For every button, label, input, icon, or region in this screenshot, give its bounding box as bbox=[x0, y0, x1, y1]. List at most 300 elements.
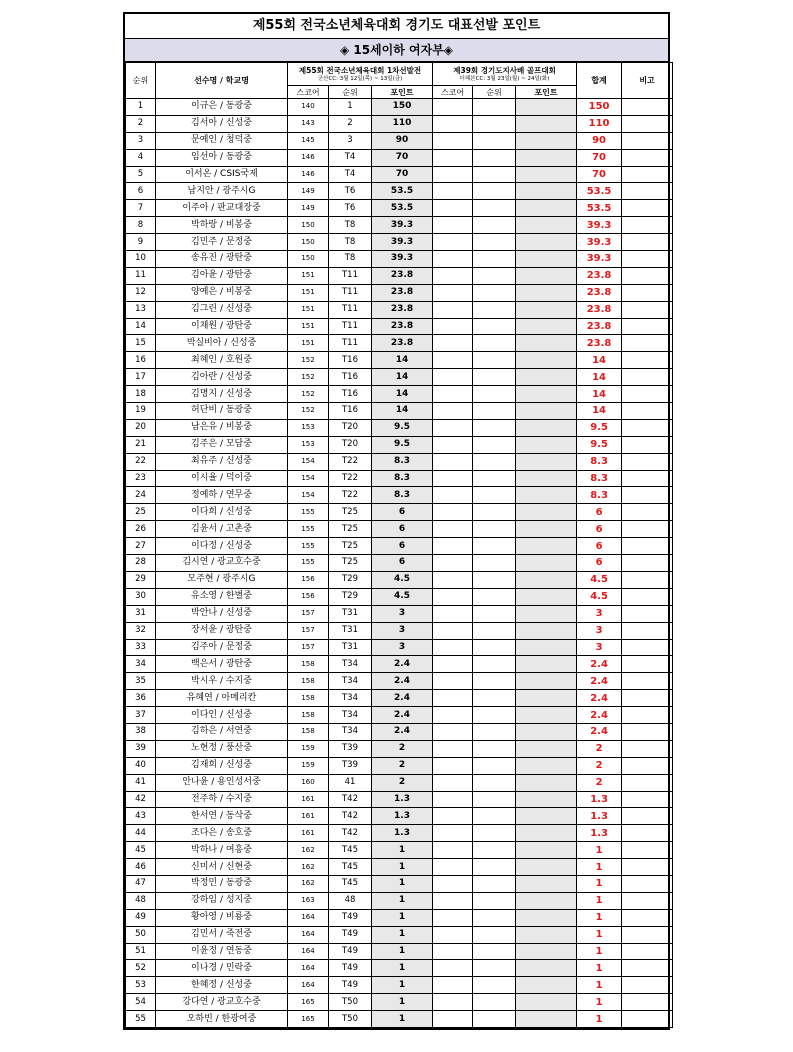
name-cell: 박하랑 / 비봉중 bbox=[156, 217, 288, 234]
table-row bbox=[126, 656, 673, 673]
event2-score-cell bbox=[433, 656, 473, 673]
rank-cell: 10 bbox=[126, 251, 156, 268]
rank-cell: 1 bbox=[126, 99, 156, 116]
table-row bbox=[126, 707, 673, 724]
total-cell: 6 bbox=[577, 521, 622, 538]
event2-points-cell bbox=[516, 352, 577, 369]
event2-position-cell bbox=[473, 284, 516, 301]
name-cell: 김재희 / 신성중 bbox=[156, 757, 288, 774]
event2-position-cell bbox=[473, 132, 516, 149]
table-row bbox=[126, 808, 673, 825]
score-cell: 158 bbox=[288, 656, 329, 673]
event2-points-cell bbox=[516, 909, 577, 926]
event2-points-cell bbox=[516, 234, 577, 251]
score-cell: 155 bbox=[288, 504, 329, 521]
event2-score-cell bbox=[433, 960, 473, 977]
total-cell: 9.5 bbox=[577, 436, 622, 453]
rank-cell: 25 bbox=[126, 504, 156, 521]
event2-points-cell bbox=[516, 453, 577, 470]
total-cell: 1.3 bbox=[577, 791, 622, 808]
rank-cell: 29 bbox=[126, 571, 156, 588]
table-row bbox=[126, 99, 673, 116]
name-cell: 한혜정 / 신성중 bbox=[156, 977, 288, 994]
score-cell: 155 bbox=[288, 538, 329, 555]
event2-points-cell bbox=[516, 132, 577, 149]
event2-points-cell bbox=[516, 757, 577, 774]
score-cell: 160 bbox=[288, 774, 329, 791]
name-cell: 안나윤 / 용인성서중 bbox=[156, 774, 288, 791]
event1-title: 제55회 전국소년체육대회 1차선발전 bbox=[298, 65, 422, 75]
table-row bbox=[126, 115, 673, 132]
position-cell: T45 bbox=[329, 842, 372, 859]
event2-score-cell bbox=[433, 673, 473, 690]
total-cell: 1.3 bbox=[577, 825, 622, 842]
points-cell: 1 bbox=[372, 943, 433, 960]
total-cell: 2.4 bbox=[577, 656, 622, 673]
rank-cell: 36 bbox=[126, 690, 156, 707]
name-cell: 김그린 / 신성중 bbox=[156, 301, 288, 318]
event2-score-cell bbox=[433, 639, 473, 656]
points-cell: 9.5 bbox=[372, 436, 433, 453]
name-cell: 이다정 / 신성중 bbox=[156, 538, 288, 555]
event2-position-cell bbox=[473, 994, 516, 1011]
rank-cell: 15 bbox=[126, 335, 156, 352]
table-row bbox=[126, 859, 673, 876]
points-cell: 70 bbox=[372, 149, 433, 166]
position-cell: T22 bbox=[329, 453, 372, 470]
total-cell: 23.8 bbox=[577, 267, 622, 284]
rank-cell: 8 bbox=[126, 217, 156, 234]
position-cell: T42 bbox=[329, 791, 372, 808]
total-cell: 1.3 bbox=[577, 808, 622, 825]
score-cell: 165 bbox=[288, 1011, 329, 1028]
position-cell: T39 bbox=[329, 740, 372, 757]
score-cell: 163 bbox=[288, 892, 329, 909]
table-row bbox=[126, 605, 673, 622]
position-cell: T20 bbox=[329, 419, 372, 436]
event2-points-cell bbox=[516, 267, 577, 284]
score-cell: 156 bbox=[288, 588, 329, 605]
points-cell: 1 bbox=[372, 994, 433, 1011]
points-cell: 39.3 bbox=[372, 234, 433, 251]
position-cell: T6 bbox=[329, 183, 372, 200]
name-cell: 송유진 / 광탄중 bbox=[156, 251, 288, 268]
position-cell: 41 bbox=[329, 774, 372, 791]
table-row bbox=[126, 639, 673, 656]
points-cell: 1.3 bbox=[372, 791, 433, 808]
event2-score-cell bbox=[433, 1011, 473, 1028]
event2-position-cell bbox=[473, 859, 516, 876]
table-row bbox=[126, 183, 673, 200]
event2-score-cell bbox=[433, 943, 473, 960]
event2-position-cell bbox=[473, 842, 516, 859]
event2-position-cell bbox=[473, 656, 516, 673]
rank-cell: 34 bbox=[126, 656, 156, 673]
points-cell: 8.3 bbox=[372, 487, 433, 504]
table-row bbox=[126, 555, 673, 572]
rank-cell: 12 bbox=[126, 284, 156, 301]
total-cell: 2.4 bbox=[577, 723, 622, 740]
note-cell bbox=[622, 436, 673, 453]
table-row bbox=[126, 419, 673, 436]
total-cell: 23.8 bbox=[577, 284, 622, 301]
table-row bbox=[126, 588, 673, 605]
position-cell: T11 bbox=[329, 318, 372, 335]
note-cell bbox=[622, 99, 673, 116]
table-row bbox=[126, 673, 673, 690]
score-cell: 146 bbox=[288, 166, 329, 183]
event2-score-cell bbox=[433, 859, 473, 876]
points-cell: 2.4 bbox=[372, 707, 433, 724]
event2-points-cell bbox=[516, 859, 577, 876]
table-row bbox=[126, 960, 673, 977]
event2-points-cell bbox=[516, 723, 577, 740]
score-cell: 140 bbox=[288, 99, 329, 116]
score-cell: 158 bbox=[288, 707, 329, 724]
name-cell: 강다연 / 광교호수중 bbox=[156, 994, 288, 1011]
event2-points-cell bbox=[516, 318, 577, 335]
total-cell: 8.3 bbox=[577, 487, 622, 504]
total-cell: 1 bbox=[577, 909, 622, 926]
score-cell: 154 bbox=[288, 453, 329, 470]
position-cell: T20 bbox=[329, 436, 372, 453]
note-cell bbox=[622, 267, 673, 284]
position-cell: T29 bbox=[329, 588, 372, 605]
note-cell bbox=[622, 403, 673, 420]
score-cell: 152 bbox=[288, 386, 329, 403]
note-cell bbox=[622, 301, 673, 318]
name-cell: 강하임 / 성지중 bbox=[156, 892, 288, 909]
note-cell bbox=[622, 690, 673, 707]
event2-points-cell bbox=[516, 470, 577, 487]
event2-score-cell bbox=[433, 284, 473, 301]
name-cell: 김민서 / 죽전중 bbox=[156, 926, 288, 943]
position-cell: T50 bbox=[329, 1011, 372, 1028]
event2-position-cell bbox=[473, 673, 516, 690]
position-cell: 3 bbox=[329, 132, 372, 149]
position-cell: T4 bbox=[329, 149, 372, 166]
rank-cell: 52 bbox=[126, 960, 156, 977]
event2-points-cell bbox=[516, 419, 577, 436]
name-cell: 김아란 / 신성중 bbox=[156, 369, 288, 386]
event2-position-cell bbox=[473, 943, 516, 960]
table-body bbox=[126, 99, 673, 1028]
table-row bbox=[126, 892, 673, 909]
total-cell: 90 bbox=[577, 132, 622, 149]
event2-position-cell bbox=[473, 757, 516, 774]
points-cell: 8.3 bbox=[372, 470, 433, 487]
points-cell: 1 bbox=[372, 842, 433, 859]
note-cell bbox=[622, 571, 673, 588]
name-cell: 김아윤 / 광탄중 bbox=[156, 267, 288, 284]
name-cell: 유혜연 / 아메리칸 bbox=[156, 690, 288, 707]
event2-position-cell bbox=[473, 352, 516, 369]
header-points-1: 포인트 bbox=[372, 86, 433, 99]
event2-points-cell bbox=[516, 639, 577, 656]
points-cell: 14 bbox=[372, 403, 433, 420]
total-cell: 23.8 bbox=[577, 335, 622, 352]
rank-cell: 3 bbox=[126, 132, 156, 149]
position-cell: T22 bbox=[329, 470, 372, 487]
name-cell: 박시우 / 수지중 bbox=[156, 673, 288, 690]
rank-cell: 20 bbox=[126, 419, 156, 436]
note-cell bbox=[622, 960, 673, 977]
rank-cell: 45 bbox=[126, 842, 156, 859]
rank-cell: 28 bbox=[126, 555, 156, 572]
name-cell: 허단비 / 동광중 bbox=[156, 403, 288, 420]
name-cell: 이나경 / 민락중 bbox=[156, 960, 288, 977]
total-cell: 1 bbox=[577, 943, 622, 960]
score-cell: 161 bbox=[288, 825, 329, 842]
event2-score-cell bbox=[433, 977, 473, 994]
rank-cell: 6 bbox=[126, 183, 156, 200]
name-cell: 정예하 / 연무중 bbox=[156, 487, 288, 504]
event2-score-cell bbox=[433, 690, 473, 707]
table-row bbox=[126, 622, 673, 639]
points-cell: 2.4 bbox=[372, 673, 433, 690]
total-cell: 23.8 bbox=[577, 318, 622, 335]
points-cell: 1.3 bbox=[372, 825, 433, 842]
points-cell: 39.3 bbox=[372, 251, 433, 268]
score-cell: 156 bbox=[288, 571, 329, 588]
event2-score-cell bbox=[433, 774, 473, 791]
name-cell: 유소영 / 한별중 bbox=[156, 588, 288, 605]
rank-cell: 23 bbox=[126, 470, 156, 487]
score-cell: 151 bbox=[288, 284, 329, 301]
note-cell bbox=[622, 234, 673, 251]
event2-points-cell bbox=[516, 335, 577, 352]
event2-points-cell bbox=[516, 487, 577, 504]
event2-points-cell bbox=[516, 571, 577, 588]
event2-position-cell bbox=[473, 588, 516, 605]
name-cell: 백은서 / 광탄중 bbox=[156, 656, 288, 673]
event2-score-cell bbox=[433, 369, 473, 386]
points-cell: 70 bbox=[372, 166, 433, 183]
event2-score-cell bbox=[433, 875, 473, 892]
position-cell: T42 bbox=[329, 808, 372, 825]
points-cell: 14 bbox=[372, 386, 433, 403]
event2-position-cell bbox=[473, 977, 516, 994]
note-cell bbox=[622, 875, 673, 892]
event2-score-cell bbox=[433, 622, 473, 639]
total-cell: 14 bbox=[577, 386, 622, 403]
event2-position-cell bbox=[473, 960, 516, 977]
total-cell: 39.3 bbox=[577, 251, 622, 268]
position-cell: T49 bbox=[329, 926, 372, 943]
position-cell: T16 bbox=[329, 352, 372, 369]
total-cell: 70 bbox=[577, 166, 622, 183]
event2-score-cell bbox=[433, 808, 473, 825]
event2-points-cell bbox=[516, 892, 577, 909]
score-cell: 150 bbox=[288, 217, 329, 234]
position-cell: T31 bbox=[329, 605, 372, 622]
event2-title: 제39회 경기도지사배 골프대회 bbox=[453, 65, 556, 75]
score-cell: 157 bbox=[288, 622, 329, 639]
event2-points-cell bbox=[516, 504, 577, 521]
table-row bbox=[126, 267, 673, 284]
event2-score-cell bbox=[433, 588, 473, 605]
name-cell: 최혜인 / 호원중 bbox=[156, 352, 288, 369]
total-cell: 150 bbox=[577, 99, 622, 116]
event2-position-cell bbox=[473, 369, 516, 386]
name-cell: 박안나 / 신성중 bbox=[156, 605, 288, 622]
total-cell: 14 bbox=[577, 403, 622, 420]
name-cell: 박실비아 / 신성중 bbox=[156, 335, 288, 352]
event2-position-cell bbox=[473, 267, 516, 284]
points-cell: 53.5 bbox=[372, 183, 433, 200]
table-row bbox=[126, 909, 673, 926]
points-cell: 14 bbox=[372, 369, 433, 386]
event2-points-cell bbox=[516, 555, 577, 572]
position-cell: T49 bbox=[329, 943, 372, 960]
points-cell: 2 bbox=[372, 740, 433, 757]
event2-position-cell bbox=[473, 200, 516, 217]
position-cell: T42 bbox=[329, 825, 372, 842]
points-cell: 23.8 bbox=[372, 335, 433, 352]
points-cell: 8.3 bbox=[372, 453, 433, 470]
sheet-subtitle: ◈ 15세이하 여자부◈ bbox=[125, 39, 668, 62]
position-cell: T25 bbox=[329, 521, 372, 538]
event2-score-cell bbox=[433, 453, 473, 470]
points-cell: 39.3 bbox=[372, 217, 433, 234]
total-cell: 1 bbox=[577, 842, 622, 859]
score-cell: 162 bbox=[288, 842, 329, 859]
rank-cell: 38 bbox=[126, 723, 156, 740]
name-cell: 한서연 / 동삭중 bbox=[156, 808, 288, 825]
event2-points-cell bbox=[516, 825, 577, 842]
note-cell bbox=[622, 386, 673, 403]
note-cell bbox=[622, 217, 673, 234]
points-cell: 53.5 bbox=[372, 200, 433, 217]
event2-score-cell bbox=[433, 538, 473, 555]
total-cell: 8.3 bbox=[577, 453, 622, 470]
note-cell bbox=[622, 487, 673, 504]
table-row bbox=[126, 538, 673, 555]
points-cell: 1 bbox=[372, 926, 433, 943]
name-cell: 장서윤 / 광탄중 bbox=[156, 622, 288, 639]
event2-points-cell bbox=[516, 403, 577, 420]
event2-points-cell bbox=[516, 166, 577, 183]
event2-position-cell bbox=[473, 453, 516, 470]
position-cell: T29 bbox=[329, 571, 372, 588]
event2-points-cell bbox=[516, 301, 577, 318]
score-cell: 152 bbox=[288, 403, 329, 420]
table-row bbox=[126, 875, 673, 892]
event2-score-cell bbox=[433, 132, 473, 149]
event2-points-cell bbox=[516, 842, 577, 859]
name-cell: 박정민 / 동광중 bbox=[156, 875, 288, 892]
event2-points-cell bbox=[516, 386, 577, 403]
rank-cell: 49 bbox=[126, 909, 156, 926]
name-cell: 문예인 / 청덕중 bbox=[156, 132, 288, 149]
position-cell: 2 bbox=[329, 115, 372, 132]
rank-cell: 26 bbox=[126, 521, 156, 538]
rank-cell: 35 bbox=[126, 673, 156, 690]
score-cell: 149 bbox=[288, 183, 329, 200]
position-cell: T16 bbox=[329, 403, 372, 420]
event2-points-cell bbox=[516, 605, 577, 622]
name-cell: 김하은 / 서연중 bbox=[156, 723, 288, 740]
points-cell: 23.8 bbox=[372, 267, 433, 284]
total-cell: 53.5 bbox=[577, 200, 622, 217]
table-row bbox=[126, 791, 673, 808]
note-cell bbox=[622, 470, 673, 487]
table-row bbox=[126, 690, 673, 707]
note-cell bbox=[622, 909, 673, 926]
position-cell: T31 bbox=[329, 639, 372, 656]
position-cell: T50 bbox=[329, 994, 372, 1011]
note-cell bbox=[622, 774, 673, 791]
total-cell: 6 bbox=[577, 555, 622, 572]
table-row bbox=[126, 149, 673, 166]
event2-score-cell bbox=[433, 555, 473, 572]
event2-position-cell bbox=[473, 909, 516, 926]
score-cell: 162 bbox=[288, 859, 329, 876]
event2-points-cell bbox=[516, 943, 577, 960]
total-cell: 53.5 bbox=[577, 183, 622, 200]
name-cell: 이다인 / 신성중 bbox=[156, 707, 288, 724]
event2-position-cell bbox=[473, 470, 516, 487]
event2-points-cell bbox=[516, 588, 577, 605]
event2-points-cell bbox=[516, 926, 577, 943]
event2-score-cell bbox=[433, 740, 473, 757]
name-cell: 이시율 / 덕이중 bbox=[156, 470, 288, 487]
score-cell: 152 bbox=[288, 369, 329, 386]
score-cell: 155 bbox=[288, 521, 329, 538]
score-cell: 159 bbox=[288, 740, 329, 757]
event2-position-cell bbox=[473, 301, 516, 318]
event2-position-cell bbox=[473, 234, 516, 251]
rank-cell: 5 bbox=[126, 166, 156, 183]
table-row bbox=[126, 740, 673, 757]
note-cell bbox=[622, 723, 673, 740]
points-cell: 1 bbox=[372, 960, 433, 977]
event2-position-cell bbox=[473, 555, 516, 572]
rank-cell: 21 bbox=[126, 436, 156, 453]
event2-score-cell bbox=[433, 267, 473, 284]
rank-cell: 11 bbox=[126, 267, 156, 284]
total-cell: 2 bbox=[577, 740, 622, 757]
note-cell bbox=[622, 622, 673, 639]
rank-cell: 9 bbox=[126, 234, 156, 251]
event2-score-cell bbox=[433, 436, 473, 453]
position-cell: T16 bbox=[329, 369, 372, 386]
note-cell bbox=[622, 521, 673, 538]
event2-position-cell bbox=[473, 791, 516, 808]
table-row bbox=[126, 132, 673, 149]
total-cell: 1 bbox=[577, 977, 622, 994]
note-cell bbox=[622, 352, 673, 369]
event2-score-cell bbox=[433, 909, 473, 926]
position-cell: 1 bbox=[329, 99, 372, 116]
event2-position-cell bbox=[473, 386, 516, 403]
position-cell: T49 bbox=[329, 960, 372, 977]
rank-cell: 53 bbox=[126, 977, 156, 994]
header-score-1: 스코어 bbox=[288, 86, 329, 99]
name-cell: 남지안 / 광주시G bbox=[156, 183, 288, 200]
points-cell: 1 bbox=[372, 892, 433, 909]
event2-score-cell bbox=[433, 571, 473, 588]
points-cell: 6 bbox=[372, 504, 433, 521]
event2-points-cell bbox=[516, 200, 577, 217]
table-row bbox=[126, 504, 673, 521]
event2-position-cell bbox=[473, 217, 516, 234]
position-cell: T6 bbox=[329, 200, 372, 217]
rank-cell: 47 bbox=[126, 875, 156, 892]
position-cell: T45 bbox=[329, 875, 372, 892]
event2-points-cell bbox=[516, 875, 577, 892]
event2-points-cell bbox=[516, 115, 577, 132]
